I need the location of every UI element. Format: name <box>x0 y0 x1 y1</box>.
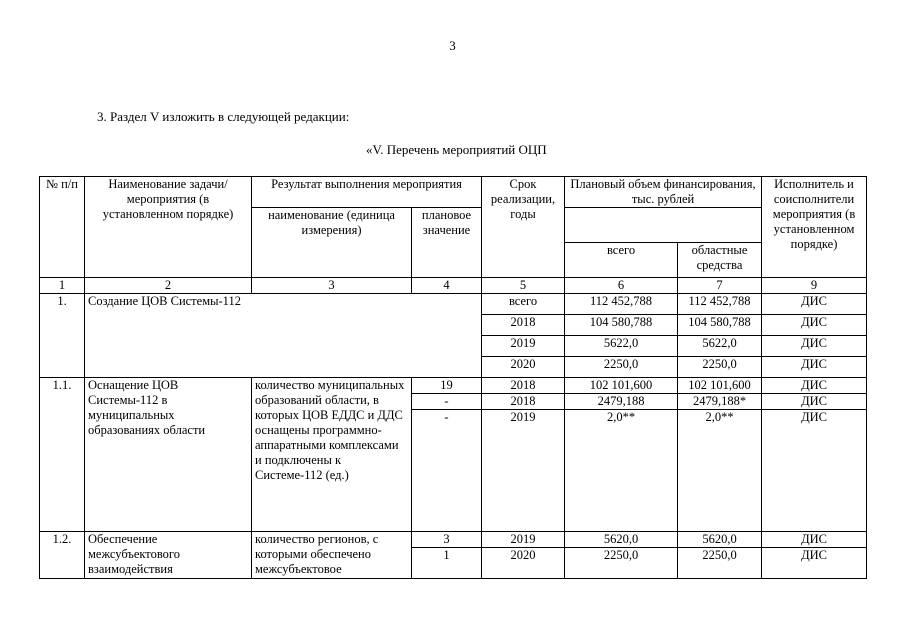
col-number: 5 <box>482 278 565 294</box>
col-number: 6 <box>565 278 678 294</box>
col-number: 9 <box>762 278 867 294</box>
row-num: 1. <box>40 294 85 378</box>
row-term: 2019 <box>482 336 565 357</box>
row-value: - <box>412 394 482 410</box>
intro-text: 3. Раздел V изложить в следующей редакции: <box>97 109 350 124</box>
row-regional: 2250,0 <box>678 357 762 378</box>
row-executor: ДИС <box>762 315 867 336</box>
header-name: Наименование задачи/мероприятия (в установленном порядке) <box>85 177 252 278</box>
row-executor: ДИС <box>762 548 867 579</box>
row-executor: ДИС <box>762 357 867 378</box>
header-num: № п/п <box>40 177 85 278</box>
col-number: 7 <box>678 278 762 294</box>
row-num: 1.2. <box>40 532 85 579</box>
row-value: 19 <box>412 378 482 394</box>
row-executor: ДИС <box>762 410 867 532</box>
row-name: Оснащение ЦОВ Системы-112 в муниципальных образованиях области <box>85 378 252 532</box>
col-number: 1 <box>40 278 85 294</box>
row-executor: ДИС <box>762 294 867 315</box>
row-num: 1.1. <box>40 378 85 532</box>
row-executor: ДИС <box>762 532 867 548</box>
row-total: 2250,0 <box>565 548 678 579</box>
header-finance-spacer <box>565 208 762 243</box>
row-executor: ДИС <box>762 378 867 394</box>
row-total: 5620,0 <box>565 532 678 548</box>
col-number: 2 <box>85 278 252 294</box>
header-executor: Исполнитель и соисполнители мероприятия (в установленном порядке) <box>762 177 867 278</box>
row-term: 2019 <box>482 410 565 532</box>
row-regional: 2250,0 <box>678 548 762 579</box>
row-result-name: количество муниципальных образований области, в которых ЦОВ ЕДДС и ДДС оснащены программно-аппаратными комплексами и подключены к Системе-112 (ед.) <box>252 378 412 532</box>
row-regional: 5622,0 <box>678 336 762 357</box>
row-regional: 102 101,600 <box>678 378 762 394</box>
row-total: 2479,188 <box>565 394 678 410</box>
measures-table <box>39 176 867 579</box>
col-number: 4 <box>412 278 482 294</box>
row-total: 2,0** <box>565 410 678 532</box>
header-result-value: плановое значение <box>412 208 482 278</box>
header-finance: Плановый объем финансирования, тыс. рублей <box>565 177 762 208</box>
row-total: 2250,0 <box>565 357 678 378</box>
header-result-name: наименование (единица измерения) <box>252 208 412 278</box>
row-term: 2018 <box>482 315 565 336</box>
row-value: 3 <box>412 532 482 548</box>
row-term: всего <box>482 294 565 315</box>
row-regional: 104 580,788 <box>678 315 762 336</box>
row-total: 102 101,600 <box>565 378 678 394</box>
col-number: 3 <box>252 278 412 294</box>
row-regional: 2479,188* <box>678 394 762 410</box>
row-regional: 2,0** <box>678 410 762 532</box>
row-term: 2020 <box>482 357 565 378</box>
header-finance-total: всего <box>565 243 678 278</box>
row-value: - <box>412 410 482 532</box>
header-term: Срок реализации, годы <box>482 177 565 278</box>
row-total: 104 580,788 <box>565 315 678 336</box>
row-term: 2019 <box>482 532 565 548</box>
row-value: 1 <box>412 548 482 579</box>
row-executor: ДИС <box>762 394 867 410</box>
row-total: 5622,0 <box>565 336 678 357</box>
row-name: Создание ЦОВ Системы-112 <box>85 294 482 378</box>
row-term: 2018 <box>482 378 565 394</box>
section-heading: «V. Перечень мероприятий ОЦП <box>366 142 547 157</box>
row-regional: 112 452,788 <box>678 294 762 315</box>
row-regional: 5620,0 <box>678 532 762 548</box>
row-executor: ДИС <box>762 336 867 357</box>
row-term: 2018 <box>482 394 565 410</box>
header-result: Результат выполнения мероприятия <box>252 177 482 208</box>
row-name: Обеспечение межсубъектового взаимодействия <box>85 532 252 579</box>
page-number: 3 <box>449 38 456 53</box>
row-total: 112 452,788 <box>565 294 678 315</box>
row-result-name: количество регионов, с которыми обеспечено межсубъектовое <box>252 532 412 579</box>
header-finance-regional: областные средства <box>678 243 762 278</box>
row-term: 2020 <box>482 548 565 579</box>
